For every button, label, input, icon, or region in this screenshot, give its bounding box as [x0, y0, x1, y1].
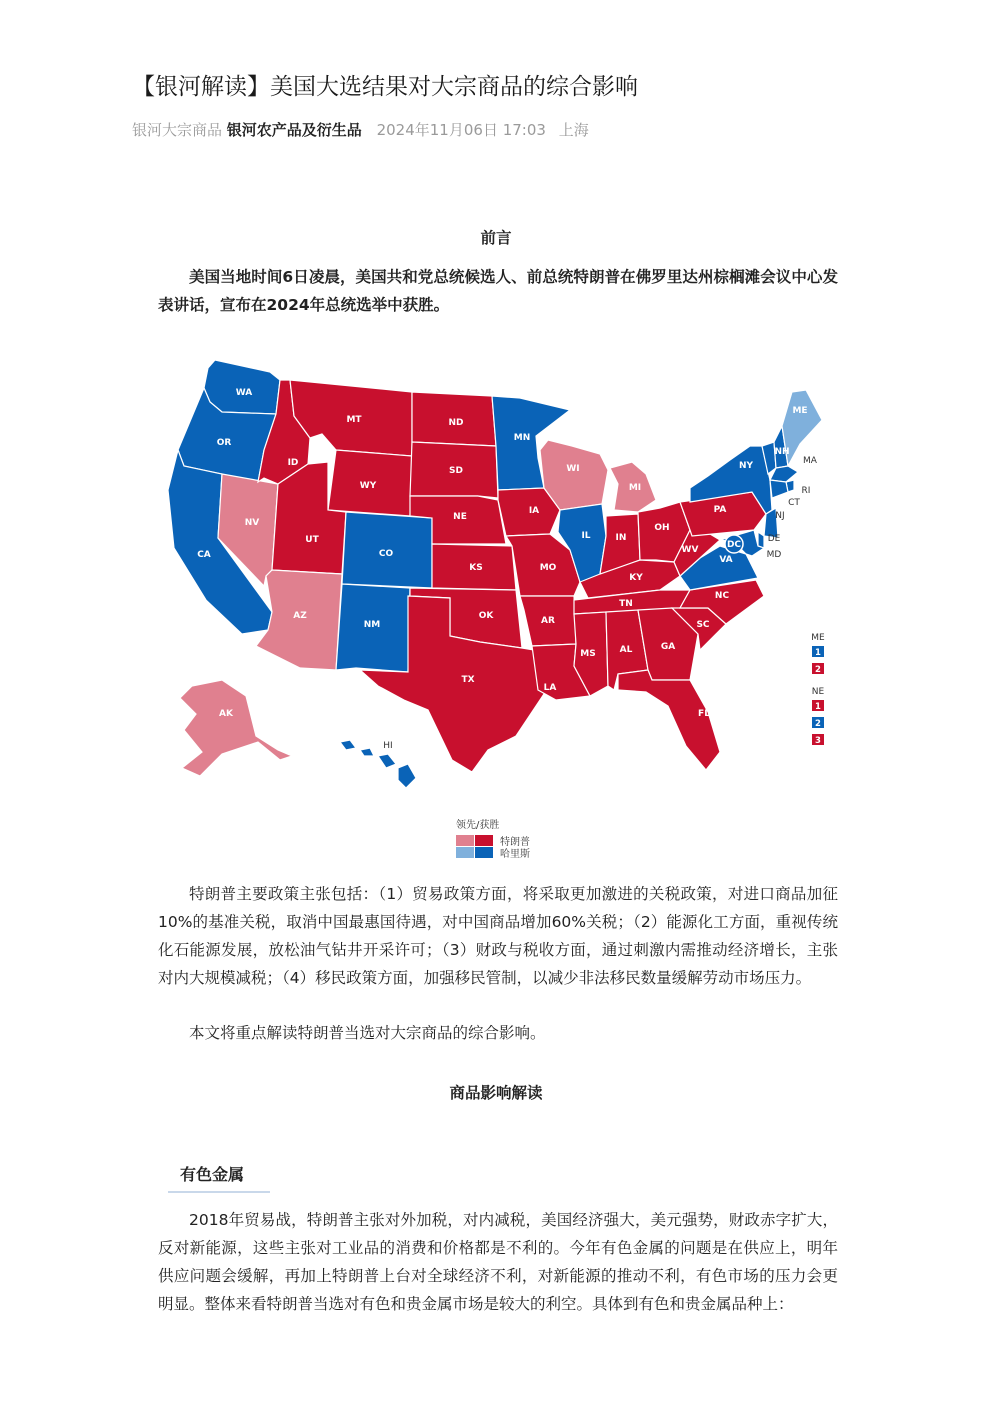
state-hi-part	[360, 748, 374, 756]
district-label-me: ME	[811, 633, 825, 643]
state-label-ar: AR	[541, 616, 555, 626]
state-label-wy: WY	[359, 481, 377, 491]
article-meta	[132, 119, 589, 140]
state-hi	[340, 740, 356, 750]
state-label-ne: NE	[453, 512, 467, 522]
metals-paragraph: 2018年贸易战，特朗普主张对外加税，对内减税，美国经济强大，美元强势，财政赤字扩大，反对新能源，这些主张对工业品的消费和价格都是不利的。今年有色金属的问题是在供应上，明年供应问题会缓解，再加上特朗普上台对全球经济不利，对新能源的推动不利，有色市场的压力会更明显。整体来看特朗普当选对有色和贵金属市场是较大的利空。具体到有色和贵金属品种上：	[158, 1211, 838, 1313]
impact-heading: 商品影响解读	[449, 1084, 543, 1102]
state-label-co: CO	[378, 549, 394, 559]
state-label-ma: MA	[803, 456, 817, 466]
metals-heading: 有色金属	[168, 1162, 270, 1193]
election-map	[160, 350, 840, 790]
preface-paragraph: 美国当地时间6日凌晨，美国共和党总统候选人、前总统特朗普在佛罗里达州棕榈滩会议中心发表讲话，宣布在2024年总统选举中获胜。	[158, 268, 838, 314]
legend-harris-win-swatch	[475, 847, 493, 858]
state-label-nj: NJ	[775, 511, 785, 521]
focus-paragraph: 本文将重点解读特朗普当选对大宗商品的综合影响。	[189, 1024, 546, 1042]
state-label-ia: IA	[528, 506, 540, 516]
legend-trump-label: 特朗普	[500, 836, 530, 848]
policy-paragraph: 特朗普主要政策主张包括：（1）贸易政策方面，将采取更加激进的关税政策，对进口商品加征10%的基准关税，取消中国最惠国待遇，对中国商品增加60%关税；（2）能源化工方面，重视传统化石能源发展，放松油气钻井开采许可；（3）财政与税收方面，通过刺激内需推动经济增长，主张对内大规模减税；（4）移民政策方面，加强移民管制，以减少非法移民数量缓解劳动市场压力。	[158, 885, 838, 987]
state-label-mt: MT	[346, 415, 362, 425]
state-ct	[770, 480, 788, 498]
state-hi-part	[398, 764, 416, 788]
preface-heading: 前言	[480, 229, 512, 247]
state-label-nd: ND	[448, 418, 464, 428]
district-label-ne: NE	[811, 687, 825, 697]
state-label-wv: WV	[681, 545, 699, 555]
state-label-in: IN	[615, 533, 627, 543]
state-label-al: AL	[619, 645, 633, 655]
state-label-ri: RI	[801, 486, 811, 496]
state-fl	[618, 670, 720, 770]
state-label-sd: SD	[449, 466, 463, 476]
state-de	[758, 532, 764, 548]
meta-datetime: 2024年11月06日 17:03	[376, 121, 546, 139]
state-label-ny: NY	[738, 461, 754, 471]
state-label-or: OR	[216, 438, 232, 448]
legend-trump-lead-swatch	[456, 835, 474, 846]
state-label-id: ID	[287, 458, 299, 468]
state-label-nc: NC	[714, 591, 730, 601]
state-label-la: LA	[543, 683, 557, 693]
state-label-sc: SC	[696, 620, 710, 630]
map-legend	[456, 816, 530, 858]
legend-trump-win-swatch	[475, 835, 493, 846]
district-num-ne-3: 3	[815, 736, 821, 746]
state-label-hi: HI	[383, 741, 393, 751]
state-label-ct: CT	[788, 498, 800, 508]
state-label-ak: AK	[219, 709, 233, 719]
state-label-pa: PA	[713, 505, 727, 515]
article-title: 【银河解读】美国大选结果对大宗商品的综合影响	[132, 74, 638, 100]
state-label-tn: TN	[619, 599, 633, 609]
district-num-ne-1: 1	[815, 702, 821, 712]
meta-location: 上海	[558, 121, 589, 139]
state-label-dc: DC	[726, 540, 742, 550]
legend-harris-lead-swatch	[456, 847, 474, 858]
legend-title: 领先/获胜	[456, 820, 500, 831]
state-label-az: AZ	[293, 611, 307, 621]
state-label-fl: FL	[698, 709, 710, 719]
state-label-ut: UT	[305, 535, 319, 545]
state-label-me: ME	[792, 406, 808, 416]
state-hi-part	[378, 754, 396, 768]
state-label-ks: KS	[469, 563, 483, 573]
state-label-oh: OH	[654, 523, 670, 533]
district-num-ne-2: 2	[815, 719, 821, 729]
meta-source[interactable]: 银河大宗商品	[132, 121, 223, 139]
state-label-mn: MN	[513, 433, 531, 443]
meta-author[interactable]: 银河农产品及衍生品	[226, 121, 362, 139]
state-label-nh: NH	[774, 447, 790, 457]
state-label-md: MD	[766, 550, 782, 560]
state-label-ms: MS	[580, 649, 596, 659]
state-label-il: IL	[581, 531, 591, 541]
state-label-wa: WA	[235, 388, 253, 398]
state-label-nv: NV	[244, 518, 260, 528]
state-label-mo: MO	[539, 563, 557, 573]
state-label-ga: GA	[660, 642, 676, 652]
legend-row-harris	[456, 846, 530, 858]
state-label-nm: NM	[363, 620, 381, 630]
state-label-ca: CA	[197, 550, 211, 560]
district-num-me-2: 2	[815, 665, 821, 675]
district-num-me-1: 1	[815, 648, 821, 658]
state-label-ky: KY	[629, 573, 643, 583]
state-label-wi: WI	[566, 464, 580, 474]
state-label-vt: VT	[761, 434, 775, 444]
state-ak	[180, 680, 292, 776]
state-label-tx: TX	[461, 675, 475, 685]
state-label-ok: OK	[478, 611, 494, 621]
legend-harris-label: 哈里斯	[500, 848, 530, 860]
state-label-va: VA	[719, 555, 733, 565]
state-label-de: DE	[767, 534, 781, 544]
state-label-mi: MI	[628, 483, 642, 493]
